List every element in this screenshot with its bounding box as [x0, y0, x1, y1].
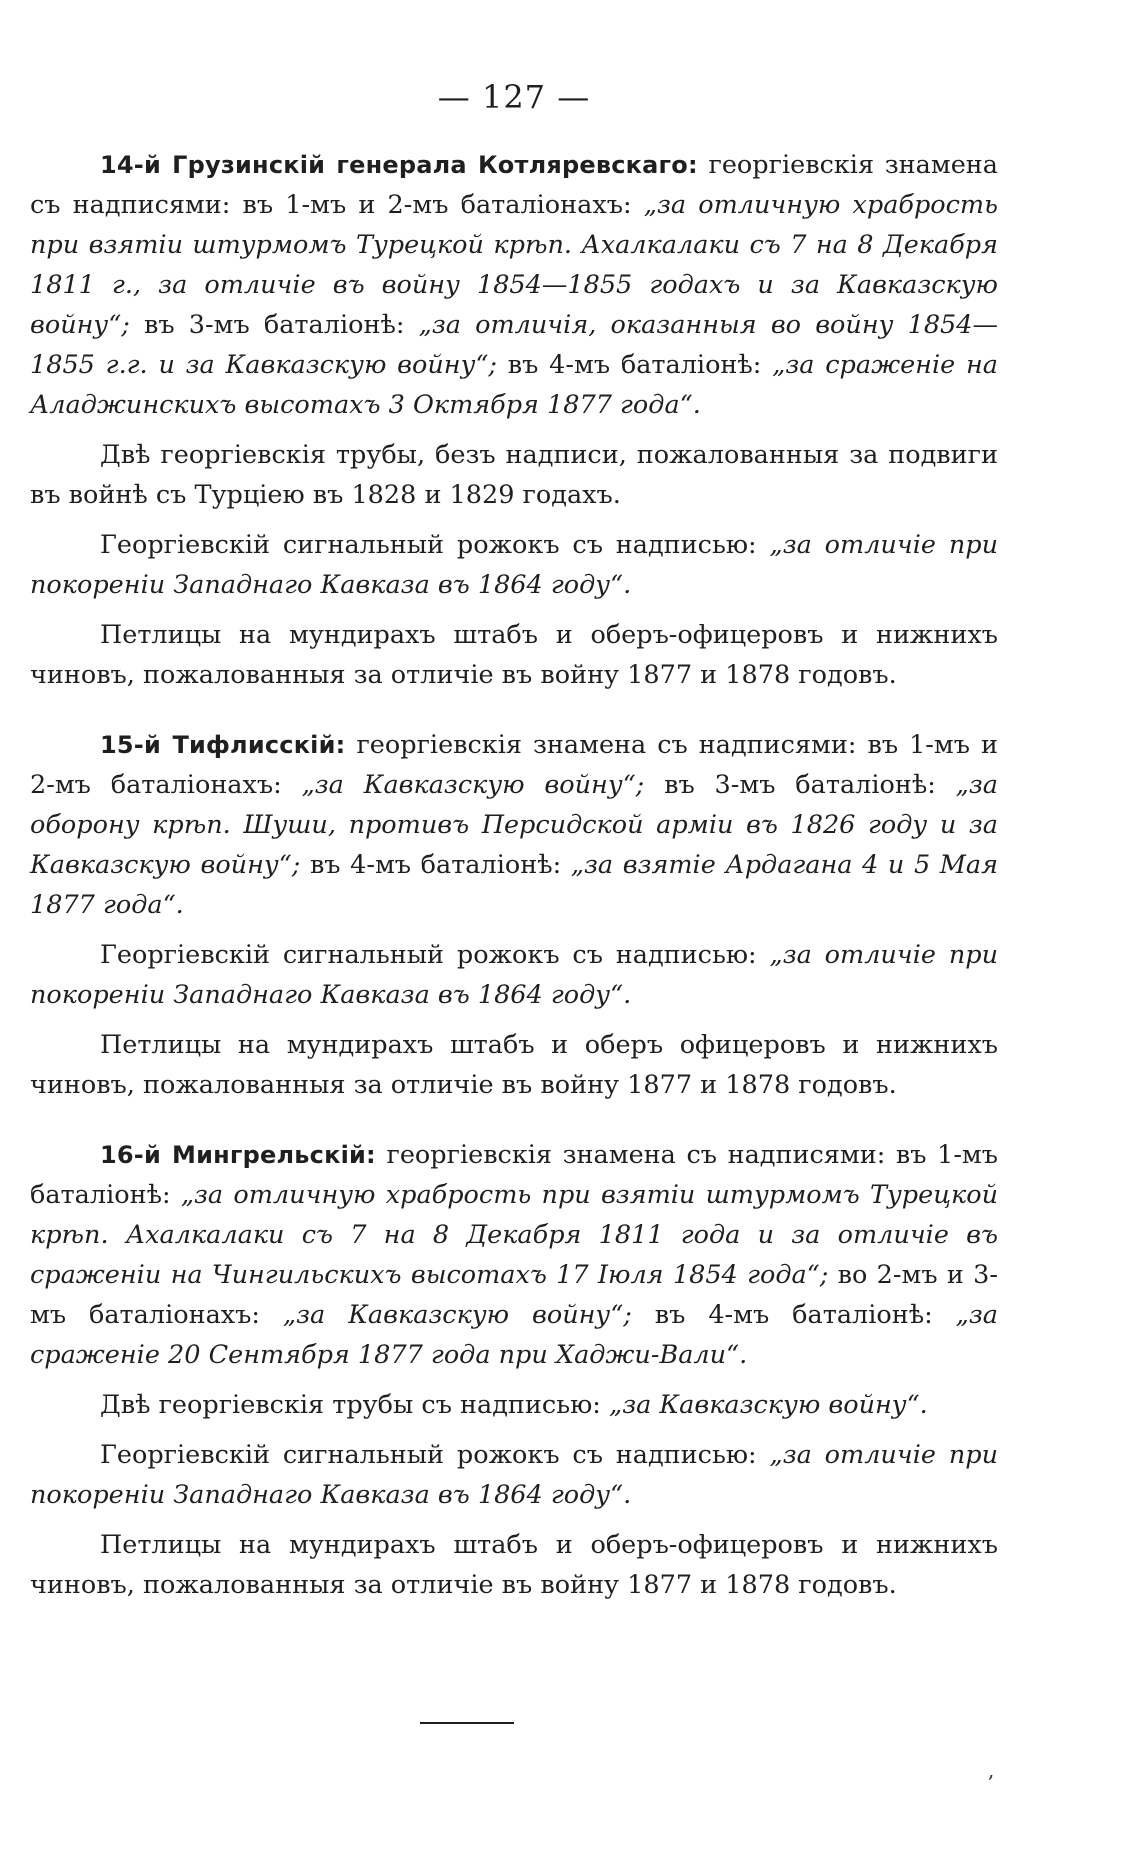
text-run: въ 3-мъ баталіонѣ: — [644, 770, 956, 800]
page-number: — 127 — — [437, 78, 591, 116]
text-run: Георгіевскій сигнальный рожокъ съ надписью: — [100, 1440, 770, 1470]
section-3-heading-paragraph — [30, 1135, 998, 1375]
section-1-paragraph — [30, 525, 998, 605]
regiment-name: 14-й Грузинскій генерала Котляревскаго: — [100, 151, 698, 179]
text-run: въ 4-мъ баталіонѣ: — [631, 1300, 956, 1330]
text-run: въ 3-мъ баталіонѣ: — [129, 310, 419, 340]
section-3-paragraph — [30, 1435, 998, 1515]
inscription-quote: „за Кавказскую войну“. — [608, 1390, 928, 1420]
section-1-paragraph — [30, 615, 998, 695]
text-run: въ 4-мъ баталіонѣ: — [300, 850, 571, 880]
inscription-quote: „за Кавказскую войну“; — [301, 770, 645, 800]
section-3-paragraph — [30, 1385, 998, 1425]
section-2-paragraph — [30, 1025, 998, 1105]
inscription-quote: „за отличіе при покореніи Западнаго Кавказа въ 1864 году“. — [30, 530, 998, 600]
text-run: Георгіевскій сигнальный рожокъ съ надписью: — [100, 940, 770, 970]
text-run: Петлицы на мундирахъ штабъ и оберъ-офицеровъ и нижнихъ чиновъ, пожалованныя за отличіе въ войну 1877 и 1878 годовъ. — [30, 1530, 998, 1600]
regiment-name: 15-й Тифлисскій: — [100, 731, 346, 759]
document-body — [30, 145, 998, 1605]
text-run: георгіевскія знамена съ надписями: въ 1-мъ и 2-мъ баталіонахъ: — [30, 150, 998, 220]
inscription-quote: „за оборону крѣп. Шуши, противъ Персидской арміи въ 1826 году и за Кавказскую войну“; — [30, 770, 998, 880]
inscription-quote: „за сраженіе на Аладжинскихъ высотахъ 3 Октября 1877 года“. — [30, 350, 998, 420]
inscription-quote: „за сраженіе 20 Сентября 1877 года при Хаджи-Вали“. — [30, 1300, 998, 1370]
text-run: Петлицы на мундирахъ штабъ и оберъ-офицеровъ и нижнихъ чиновъ, пожалованныя за отличіе въ войну 1877 и 1878 годовъ. — [30, 620, 998, 690]
stray-mark: , — [988, 1758, 995, 1782]
inscription-quote: „за отличную храбрость при взятіи штурмомъ Турецкой крѣп. Ахалкалаки съ 7 на 8 Декабря 1811 года и за отличіе въ сраженіи на Чингильскихъ высотахъ 17 Іюля 1854 года“; — [30, 1180, 998, 1290]
inscription-quote: „за отличную храбрость при взятіи штурмомъ Турецкой крѣп. Ахалкалаки съ 7 на 8 Декабря 1811 г., за отличіе въ войну 1854—1855 годахъ и за Кавказскую войну“; — [30, 190, 998, 340]
section-1-paragraph — [30, 435, 998, 515]
section-3-paragraph — [30, 1525, 998, 1605]
end-rule — [420, 1722, 514, 1724]
section-2-heading-paragraph — [30, 725, 998, 925]
text-run: Двѣ георгіевскія трубы, безъ надписи, пожалованныя за подвиги въ войнѣ съ Турціею въ 1828 и 1829 годахъ. — [30, 440, 998, 510]
section-2-paragraph — [30, 935, 998, 1015]
text-run: Георгіевскій сигнальный рожокъ съ надписью: — [100, 530, 770, 560]
regiment-name: 16-й Мингрельскій: — [100, 1141, 376, 1169]
text-run: Петлицы на мундирахъ штабъ и оберъ офицеровъ и нижнихъ чиновъ, пожалованныя за отличіе въ войну 1877 и 1878 годовъ. — [30, 1030, 998, 1100]
inscription-quote: „за отличія, оказанныя во войну 1854—1855 г.г. и за Кавказскую войну“; — [30, 310, 998, 380]
text-run: георгіевскія знамена съ надписями: въ 1-мъ и 2-мъ баталіонахъ: — [30, 730, 998, 800]
text-run: во 2-мъ и 3-мъ баталіонахъ: — [30, 1260, 998, 1330]
text-run: георгіевскія знамена съ надписями: въ 1-мъ баталіонѣ: — [30, 1140, 998, 1210]
inscription-quote: „за отличіе при покореніи Западнаго Кавказа въ 1864 году“. — [30, 940, 998, 1010]
text-run: Двѣ георгіевскія трубы съ надписью: — [100, 1390, 609, 1420]
inscription-quote: „за Кавказскую войну“; — [282, 1300, 632, 1330]
section-1-heading-paragraph — [30, 145, 998, 425]
document-page — [30, 0, 998, 1867]
inscription-quote: „за отличіе при покореніи Западнаго Кавказа въ 1864 году“. — [30, 1440, 998, 1510]
text-run: въ 4-мъ баталіонѣ: — [497, 350, 773, 380]
inscription-quote: „за взятіе Ардагана 4 и 5 Мая 1877 года“. — [30, 850, 998, 920]
